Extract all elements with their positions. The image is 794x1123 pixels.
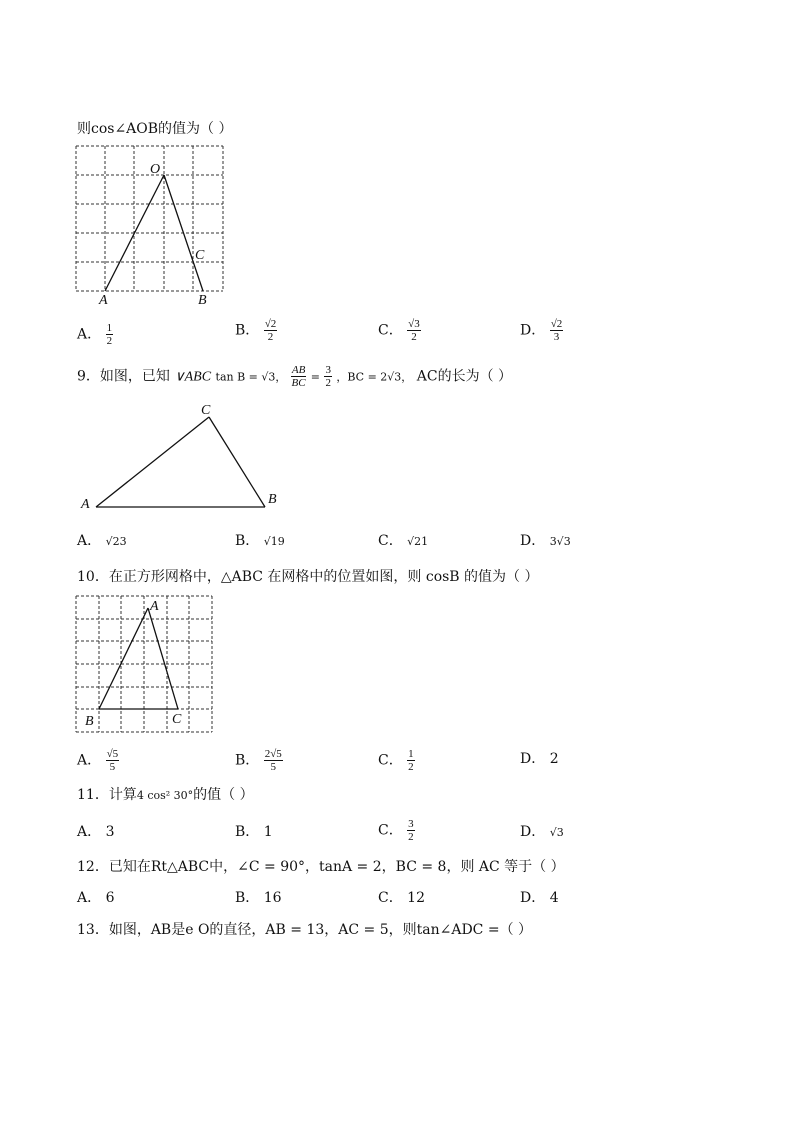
q9-stem: 9．如图，已知 ∨ABC tan B = √3， $\frac{AB}{BC}$ = $\frac{3}{2}$ ，BC = 2√3， AC的长为（ ） — [77, 364, 513, 389]
segment-BC — [209, 417, 265, 507]
label-O: O — [150, 162, 161, 177]
label-B: B — [198, 293, 207, 308]
q9-option-d[interactable]: D． 3√3 — [520, 533, 571, 549]
q8-option-c[interactable]: C． $\frac{√3}{2}$ — [378, 318, 420, 343]
q9-ratio: $\frac{AB}{BC}$ — [291, 364, 306, 389]
q13-stem: 13．如图，AB是e O的直径，AB = 13，AC = 5，则tan∠ADC =（ ） — [77, 922, 533, 938]
label-A: A — [81, 497, 90, 512]
q12-option-a[interactable]: A． 6 — [77, 890, 115, 906]
q10-option-d[interactable]: D． 2 — [520, 751, 559, 767]
q9-prefix: 9．如图，已知 — [77, 368, 170, 385]
q9-option-b[interactable]: B． √19 — [235, 533, 285, 549]
q11-option-d[interactable]: D． √3 — [520, 824, 564, 840]
label-A: A — [99, 293, 108, 308]
label-B: B — [268, 492, 277, 507]
q11-stem: 11．计算4 cos² 30°的值（ ） — [77, 787, 254, 803]
segment-BA — [99, 608, 148, 709]
q8-option-a[interactable]: A． $\frac{1}{2}$ — [77, 322, 113, 347]
q12-option-b[interactable]: B． 16 — [235, 890, 282, 906]
q9-cond2: ，BC = 2√3， — [336, 370, 413, 384]
q9-option-c[interactable]: C． √21 — [378, 533, 429, 549]
segment-AC — [96, 417, 209, 507]
q12-option-d[interactable]: D． 4 — [520, 890, 559, 906]
q12-stem: 12．已知在Rt△ABC中，∠C = 90°，tanA = 2，BC = 8，则 AC 等于（ ） — [77, 859, 565, 875]
q11-option-b[interactable]: B． 1 — [235, 824, 273, 840]
q9-triangle: ∨ABC — [174, 369, 212, 385]
q8-option-b[interactable]: B． $\frac{√2}{2}$ — [235, 318, 277, 343]
q8-grid-figure — [70, 140, 230, 310]
label-B: B — [85, 714, 94, 729]
q10-option-a[interactable]: A． $\frac{√5}{5}$ — [77, 748, 119, 773]
q9-triangle-figure — [75, 398, 290, 518]
q9-option-a[interactable]: A． √23 — [77, 533, 127, 549]
segment-AC — [148, 608, 178, 709]
q10-stem: 10．在正方形网格中，△ABC 在网格中的位置如图，则 cosB 的值为（ ） — [77, 569, 539, 585]
label-C: C — [172, 712, 182, 727]
q10-grid-figure — [70, 590, 220, 738]
q12-option-c[interactable]: C． 12 — [378, 890, 425, 906]
q8-option-d[interactable]: D． $\frac{√2}{3}$ — [520, 318, 563, 343]
q9-cond1: tan B = √3， — [215, 370, 287, 384]
q8-stem: 则cos∠AOB的值为（ ） — [77, 121, 233, 137]
q11-option-c[interactable]: C． $\frac{3}{2}$ — [378, 818, 414, 843]
q10-option-c[interactable]: C． $\frac{1}{2}$ — [378, 748, 414, 773]
label-A: A — [150, 599, 159, 614]
label-C: C — [195, 248, 205, 263]
q9-ratio-value: $\frac{3}{2}$ — [325, 364, 331, 389]
label-C: C — [201, 403, 211, 418]
q11-expr: 4 cos² 30° — [136, 789, 194, 802]
q9-tail: AC的长为（ ） — [416, 368, 513, 385]
q10-option-b[interactable]: B． $\frac{2√5}{5}$ — [235, 748, 282, 773]
q11-option-a[interactable]: A． 3 — [77, 824, 115, 840]
